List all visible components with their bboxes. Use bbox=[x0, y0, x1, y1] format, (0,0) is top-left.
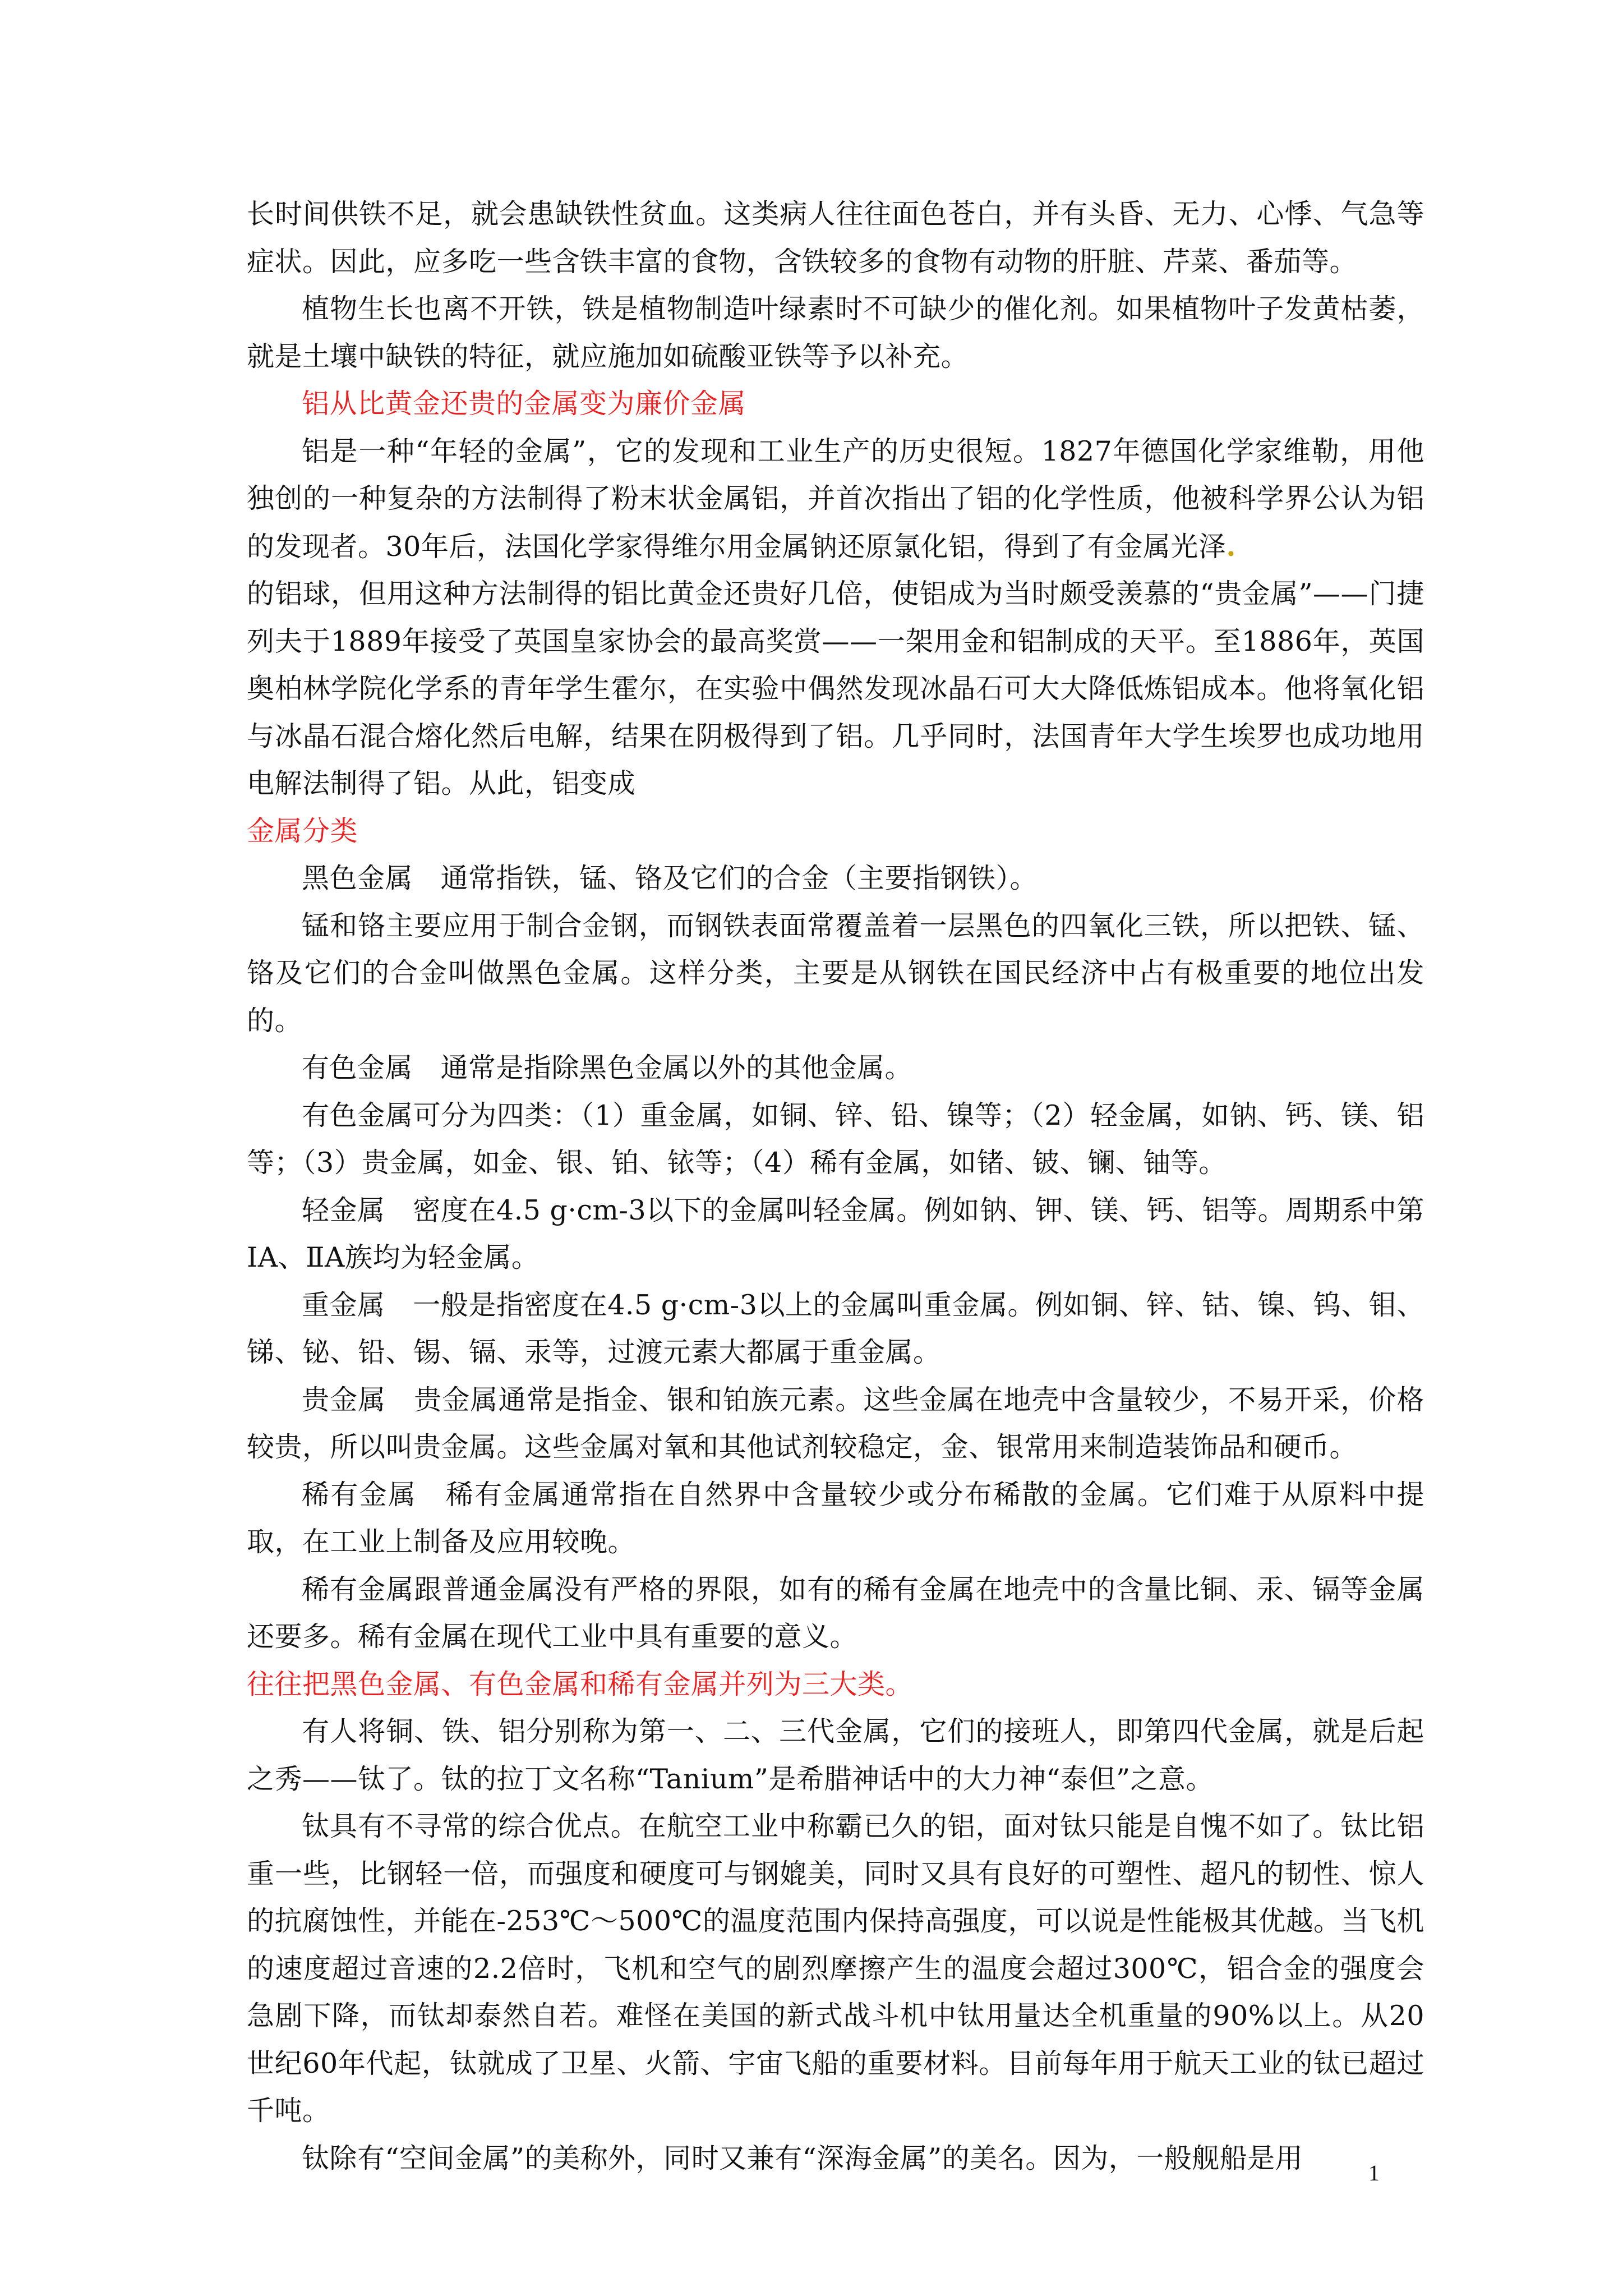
paragraph-titanium-deep-sea: 钛除有“空间金属”的美称外，同时又兼有“深海金属”的美名。因为，一般舰船是用 bbox=[302, 2142, 1303, 2174]
paragraph-heavy-metal: 重金属 一般是指密度在4.5 g·cm-3以上的金属叫重金属。例如铜、锌、钴、镍、钨、钼、锑、铋、铅、锡、镉、汞等，过渡元素大都属于重金属。 bbox=[247, 1289, 1424, 1368]
paragraph-aluminium-history-a-text: 铝是一种“年轻的金属”，它的发现和工业生产的历史很短。1827年德国化学家维勒，用他独创的一种复杂的方法制得了粉末状金属铝，并首次指出了铝的化学性质，他被科学界公认为铝的发现者。30年后，法国化学家得维尔用金属钠还原氯化铝，得到了有金属光泽 bbox=[247, 435, 1424, 563]
paragraph-aluminium-history-a bbox=[247, 428, 1424, 571]
paragraph-ferrous-metal: 黑色金属 通常指铁，锰、铬及它们的合金（主要指钢铁）。 bbox=[302, 862, 1038, 894]
paragraph-aluminium-history-b: 的铝球，但用这种方法制得的铝比黄金还贵好几倍，使铝成为当时颇受羡慕的“贵金属”——门捷列夫于1889年接受了英国皇家协会的最高奖赏——一架用金和铝制成的天平。至1886年，英国奥柏林学院化学系的青年学生霍尔，在实验中偶然发现冰晶石可大大降低炼铝成本。他将氧化铝与冰晶石混合熔化然后电解，结果在阴极得到了铝。几乎同时，法国青年大学生埃罗也成功地用电解法制得了铝。从此，铝变成 bbox=[247, 578, 1424, 799]
paragraph-nonferrous-metal: 有色金属 通常是指除黑色金属以外的其他金属。 bbox=[302, 1052, 913, 1084]
paragraph-nonferrous-classes: 有色金属可分为四类：（1）重金属，如铜、锌、铅、镍等；（2）轻金属，如钠、钙、镁、铝等；（3）贵金属，如金、银、铂、铱等；（4）稀有金属，如锗、铍、镧、铀等。 bbox=[247, 1099, 1424, 1179]
paragraph-ferrous-detail: 锰和铬主要应用于制合金钢，而钢铁表面常覆盖着一层黑色的四氧化三铁，所以把铁、锰、铬及它们的合金叫做黑色金属。这样分类，主要是从钢铁在国民经济中占有极重要的地位出发的。 bbox=[247, 909, 1424, 1037]
section-heading-three-classes: 往往把黑色金属、有色金属和稀有金属并列为三大类。 bbox=[247, 1668, 914, 1700]
accent-dot: . bbox=[1226, 530, 1236, 563]
paragraph-iron-deficiency: 长时间供铁不足，就会患缺铁性贫血。这类病人往往面色苍白，并有头昏、无力、心悸、气急等症状。因此，应多吃一些含铁丰富的食物，含铁较多的食物有动物的肝脏、芹菜、番茄等。 bbox=[247, 198, 1424, 278]
section-heading-metal-classification: 金属分类 bbox=[247, 815, 358, 847]
paragraph-rare-metal: 稀有金属 稀有金属通常指在自然界中含量较少或分布稀散的金属。它们难于从原料中提取，在工业上制备及应用较晚。 bbox=[247, 1478, 1424, 1558]
paragraph-precious-metal: 贵金属 贵金属通常是指金、银和铂族元素。这些金属在地壳中含量较少，不易开采，价格较贵，所以叫贵金属。这些金属对氧和其他试剂较稳定，金、银常用来制造装饰品和硬币。 bbox=[247, 1383, 1424, 1463]
paragraph-titanium-intro: 有人将铜、铁、铝分别称为第一、二、三代金属，它们的接班人，即第四代金属，就是后起之秀——钛了。钛的拉丁文名称“Tanium”是希腊神话中的大力神“泰但”之意。 bbox=[247, 1715, 1424, 1795]
section-heading-aluminium: 铝从比黄金还贵的金属变为廉价金属 bbox=[302, 388, 746, 420]
paragraph-light-metal: 轻金属 密度在4.5 g·cm-3以下的金属叫轻金属。例如钠、钾、镁、钙、铝等。周期系中第ⅠA、ⅡA族均为轻金属。 bbox=[247, 1194, 1424, 1273]
page-number: 1 bbox=[1368, 2160, 1380, 2185]
paragraph-rare-metal-boundary: 稀有金属跟普通金属没有严格的界限，如有的稀有金属在地壳中的含量比铜、汞、镉等金属还要多。稀有金属在现代工业中具有重要的意义。 bbox=[247, 1573, 1424, 1653]
document-body bbox=[247, 191, 1424, 2182]
paragraph-titanium-properties: 钛具有不寻常的综合优点。在航空工业中称霸已久的铝，面对钛只能是自愧不如了。钛比铝重一些，比钢轻一倍，而强度和硬度可与钢媲美，同时又具有良好的可塑性、超凡的韧性、惊人的抗腐蚀性，并能在-253℃～500℃的温度范围内保持高强度，可以说是性能极其优越。当飞机的速度超过音速的2.2倍时，飞机和空气的剧烈摩擦产生的温度会超过300℃，铝合金的强度会急剧下降，而钛却泰然自若。难怪在美国的新式战斗机中钛用量达全机重量的90%以上。从20世纪60年代起，钛就成了卫星、火箭、宇宙飞船的重要材料。目前每年用于航天工业的钛已超过千吨。 bbox=[247, 1810, 1424, 2127]
paragraph-plant-iron: 植物生长也离不开铁，铁是植物制造叶绿素时不可缺少的催化剂。如果植物叶子发黄枯萎，就是土壤中缺铁的特征，就应施加如硫酸亚铁等予以补充。 bbox=[247, 293, 1424, 372]
